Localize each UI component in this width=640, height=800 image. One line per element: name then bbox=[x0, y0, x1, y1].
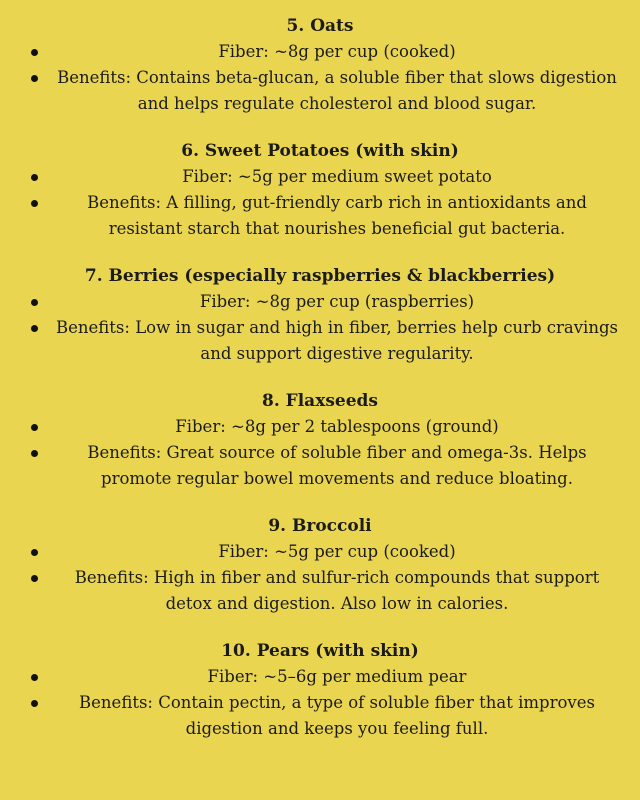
fiber-text: Fiber: ~5–6g per medium pear bbox=[207, 667, 467, 686]
bullet-icon bbox=[31, 674, 38, 681]
fiber-item bbox=[0, 164, 640, 190]
bullet-icon bbox=[31, 49, 38, 56]
bullet-list bbox=[0, 414, 640, 492]
bullet-icon bbox=[31, 200, 38, 207]
section-oats bbox=[0, 13, 640, 117]
fiber-text: Fiber: ~8g per cup (cooked) bbox=[218, 42, 456, 61]
benefits-item bbox=[0, 690, 640, 742]
bullet-list bbox=[0, 164, 640, 242]
section-title: 5. Oats bbox=[286, 16, 354, 36]
benefits-item bbox=[0, 315, 640, 367]
fiber-item bbox=[0, 664, 640, 690]
fiber-item bbox=[0, 39, 640, 65]
section-title: 6. Sweet Potatoes (with skin) bbox=[181, 141, 459, 161]
section-flaxseeds bbox=[0, 388, 640, 492]
bullet-list bbox=[0, 664, 640, 742]
section-sweet-potatoes bbox=[0, 138, 640, 242]
bullet-icon bbox=[31, 424, 38, 431]
bullet-list bbox=[0, 539, 640, 617]
benefits-text: Benefits: Contains beta-glucan, a soluble fiber that slows digestion and helps regulate cholesterol and blood sugar. bbox=[57, 68, 617, 113]
section-title: 7. Berries (especially raspberries & blackberries) bbox=[84, 266, 556, 286]
fiber-item bbox=[0, 414, 640, 440]
benefits-text: Benefits: High in fiber and sulfur-rich compounds that support detox and digestion. Also low in calories. bbox=[74, 568, 600, 613]
bullet-icon bbox=[31, 75, 38, 82]
benefits-text: Benefits: Contain pectin, a type of soluble fiber that improves digestion and keeps you feeling full. bbox=[79, 693, 595, 738]
bullet-icon bbox=[31, 450, 38, 457]
benefits-item bbox=[0, 190, 640, 242]
fiber-text: Fiber: ~8g per 2 tablespoons (ground) bbox=[175, 417, 499, 436]
bullet-list bbox=[0, 289, 640, 367]
section-title: 9. Broccoli bbox=[268, 516, 372, 536]
fiber-item bbox=[0, 289, 640, 315]
section-berries bbox=[0, 263, 640, 367]
bullet-icon bbox=[31, 299, 38, 306]
section-title: 10. Pears (with skin) bbox=[221, 641, 419, 661]
benefits-text: Benefits: A filling, gut-friendly carb rich in antioxidants and resistant starch that nourishes beneficial gut bacteria. bbox=[87, 193, 587, 238]
section-pears bbox=[0, 638, 640, 742]
benefits-text: Benefits: Great source of soluble fiber and omega-3s. Helps promote regular bowel movements and reduce bloating. bbox=[87, 443, 587, 488]
section-broccoli bbox=[0, 513, 640, 617]
fiber-item bbox=[0, 539, 640, 565]
benefits-text: Benefits: Low in sugar and high in fiber, berries help curb cravings and support digestive regularity. bbox=[56, 318, 618, 363]
bullet-icon bbox=[31, 700, 38, 707]
bullet-icon bbox=[31, 325, 38, 332]
benefits-item bbox=[0, 65, 640, 117]
section-title: 8. Flaxseeds bbox=[261, 391, 378, 411]
bullet-icon bbox=[31, 575, 38, 582]
fiber-text: Fiber: ~5g per medium sweet potato bbox=[182, 167, 492, 186]
fiber-text: Fiber: ~5g per cup (cooked) bbox=[218, 542, 456, 561]
benefits-item bbox=[0, 565, 640, 617]
bullet-list bbox=[0, 39, 640, 117]
fiber-text: Fiber: ~8g per cup (raspberries) bbox=[199, 292, 475, 311]
benefits-item bbox=[0, 440, 640, 492]
bullet-icon bbox=[31, 174, 38, 181]
bullet-icon bbox=[31, 549, 38, 556]
